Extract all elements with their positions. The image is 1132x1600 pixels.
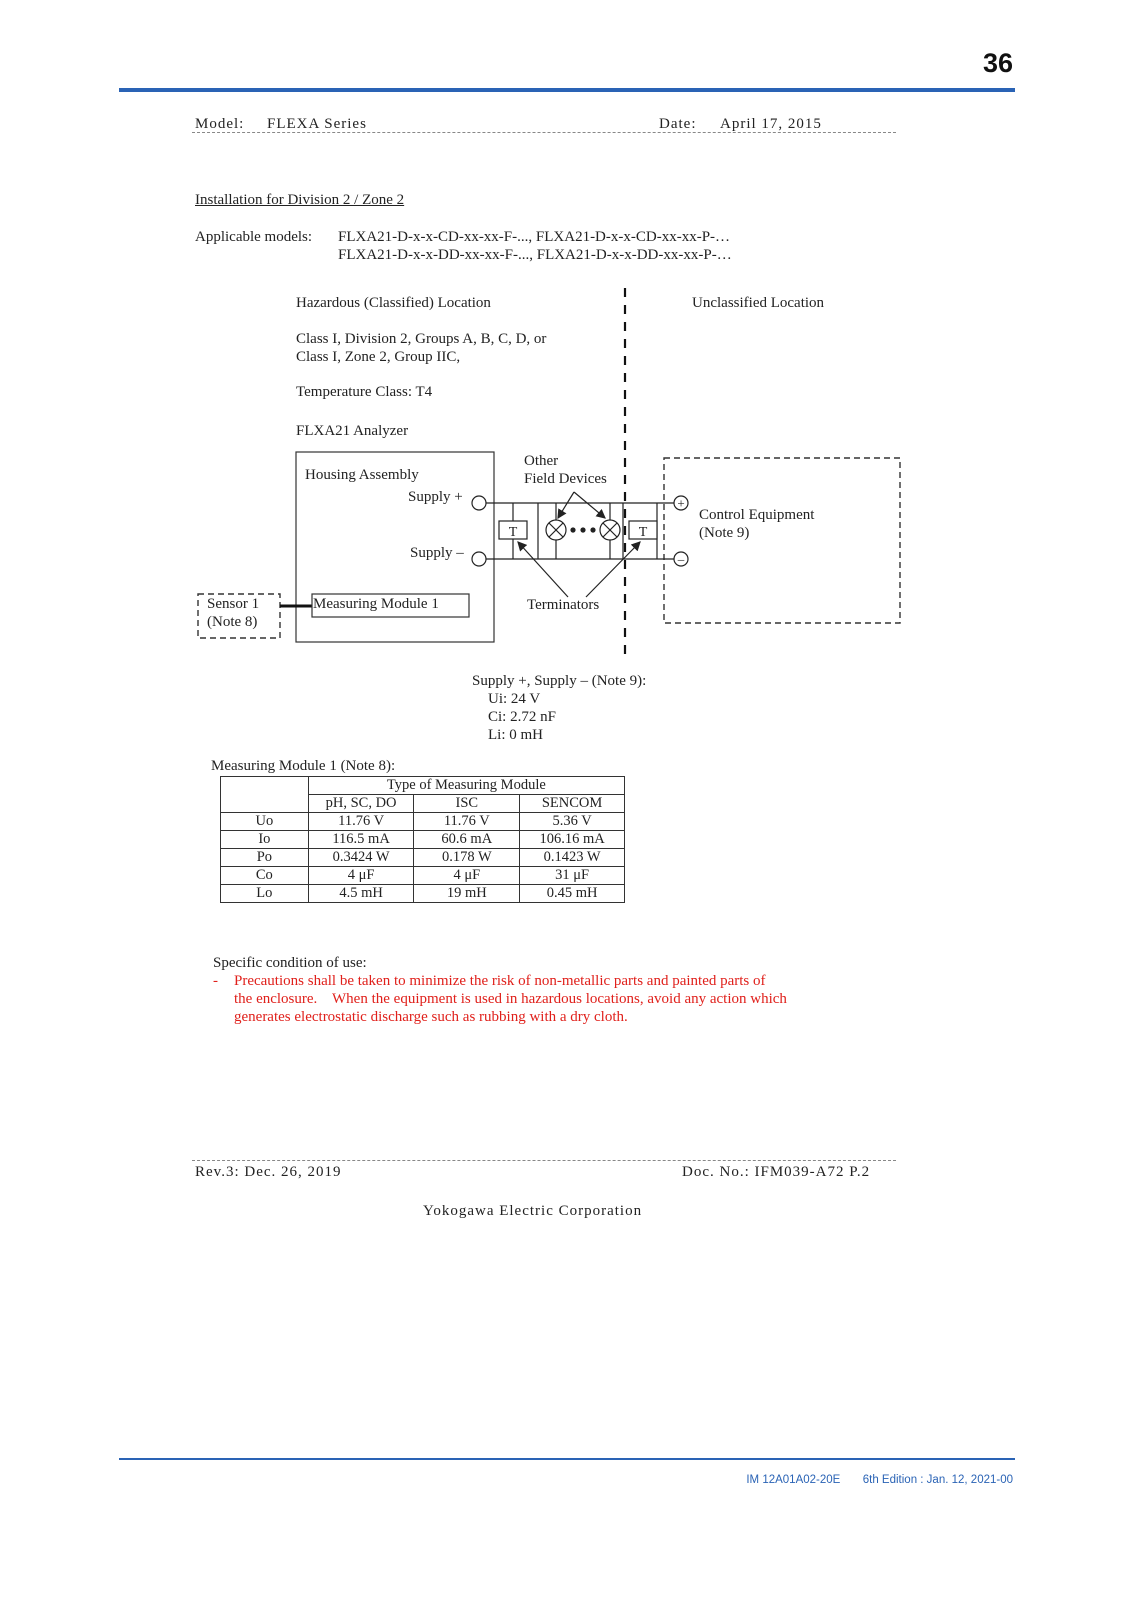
table-cell: 106.16 mA (520, 831, 625, 849)
unclassified-location-title: Unclassified Location (692, 295, 825, 311)
applicable-models-label: Applicable models: (195, 229, 313, 245)
conditions-heading: Specific condition of use: (213, 955, 367, 971)
terminator-arrow-right (586, 542, 640, 597)
table-cell: 4 μF (308, 867, 414, 885)
column-header: SENCOM (520, 795, 625, 813)
date-label: Date: (659, 116, 697, 132)
control-plus-sign: + (677, 495, 685, 511)
svg-text:T: T (508, 525, 518, 540)
table-group-header: Type of Measuring Module (308, 777, 624, 795)
footer-dashed-rule (192, 1160, 896, 1161)
module-table-caption: Measuring Module 1 (Note 8): (211, 758, 396, 774)
row-param: Io (221, 831, 309, 849)
applicable-models-line-1: FLXA21-D-x-x-CD-xx-xx-F-..., FLXA21-D-x-x-CD-xx-xx-P-… (338, 229, 731, 245)
module-table (220, 776, 625, 903)
table-cell: 11.76 V (414, 813, 520, 831)
sensor-line-2: (Note 8) (207, 614, 258, 630)
conditions-line-1: Precautions shall be taken to minimize the risk of non-metallic parts and painted parts of (234, 973, 766, 989)
table-cell: 11.76 V (308, 813, 414, 831)
model-label: Model: (195, 116, 245, 132)
supply-minus-label: Supply – (410, 545, 464, 561)
edition: 6th Edition : Jan. 12, 2021-00 (862, 1474, 1013, 1486)
date-value: April 17, 2015 (720, 116, 822, 132)
hazardous-location-title: Hazardous (Classified) Location (296, 295, 491, 311)
supply-param-ci: Ci: 2.72 nF (488, 709, 556, 725)
table-cell: 60.6 mA (414, 831, 520, 849)
table-cell: 4 μF (414, 867, 520, 885)
bottom-rule (119, 1458, 1015, 1460)
supply-minus-terminal (472, 552, 486, 566)
supply-params-heading: Supply +, Supply – (Note 9): (472, 673, 647, 689)
terminators-label: Terminators (527, 597, 600, 613)
document-number: Doc. No.: IFM039-A72 P.2 (682, 1164, 871, 1180)
temperature-class: Temperature Class: T4 (296, 384, 433, 400)
table-row (221, 813, 625, 831)
terminator-arrow-left (518, 542, 568, 597)
page-number: 36 (982, 48, 1013, 78)
conditions-line-2: the enclosure. When the equipment is used in hazardous locations, avoid any action which (234, 991, 787, 1007)
model-value: FLEXA Series (267, 116, 367, 132)
table-row (221, 849, 625, 867)
svg-text:T: T (638, 525, 648, 540)
im-number: IM 12A01A02-20E (746, 1474, 841, 1486)
table-cell: 4.5 mH (308, 885, 414, 903)
analyzer-label: FLXA21 Analyzer (296, 423, 409, 439)
table-cell: 31 μF (520, 867, 625, 885)
class-line-2: Class I, Zone 2, Group IIC, (296, 349, 461, 365)
housing-assembly-label: Housing Assembly (305, 467, 419, 483)
row-param: Uo (221, 813, 309, 831)
sensor-line-1: Sensor 1 (207, 596, 260, 612)
row-param: Po (221, 849, 309, 867)
supply-plus-label: Supply + (408, 489, 463, 505)
supply-plus-terminal (472, 496, 486, 510)
supply-param-li: Li: 0 mH (488, 727, 543, 743)
control-minus-sign: – (677, 551, 685, 567)
section-title: Installation for Division 2 / Zone 2 (195, 192, 405, 208)
control-equipment-line-1: Control Equipment (699, 507, 815, 523)
column-header: pH, SC, DO (308, 795, 414, 813)
other-field-devices-line-2: Field Devices (524, 471, 607, 487)
control-equipment-line-2: (Note 9) (699, 525, 750, 541)
company-name: Yokogawa Electric Corporation (423, 1203, 643, 1219)
applicable-models-line-2: FLXA21-D-x-x-DD-xx-xx-F-..., FLXA21-D-x-x-DD-xx-xx-P-… (338, 247, 732, 263)
other-field-devices-line-1: Other (524, 453, 559, 469)
table-corner-cell (221, 777, 309, 813)
conditions-bullet: - (213, 973, 218, 989)
row-param: Co (221, 867, 309, 885)
column-header: ISC (414, 795, 520, 813)
table-cell: 0.178 W (414, 849, 520, 867)
table-cell: 0.3424 W (308, 849, 414, 867)
table-cell: 116.5 mA (308, 831, 414, 849)
page-footer-info (746, 1474, 1013, 1486)
measuring-module-label: Measuring Module 1 (313, 596, 439, 612)
table-cell: 5.36 V (520, 813, 625, 831)
table-cell: 19 mH (414, 885, 520, 903)
class-line-1: Class I, Division 2, Groups A, B, C, D, or (296, 331, 547, 347)
row-param: Lo (221, 885, 309, 903)
table-row (221, 831, 625, 849)
table-cell: 0.1423 W (520, 849, 625, 867)
installation-diagram (0, 0, 1132, 760)
field-device-arrow-2 (574, 492, 605, 518)
revision-text: Rev.3: Dec. 26, 2019 (195, 1164, 342, 1180)
supply-param-ui: Ui: 24 V (488, 691, 541, 707)
field-device-arrow-1 (558, 492, 574, 518)
table-cell: 0.45 mH (520, 885, 625, 903)
table-row (221, 885, 625, 903)
conditions-line-3: generates electrostatic discharge such as rubbing with a dry cloth. (234, 1009, 628, 1025)
table-row (221, 867, 625, 885)
